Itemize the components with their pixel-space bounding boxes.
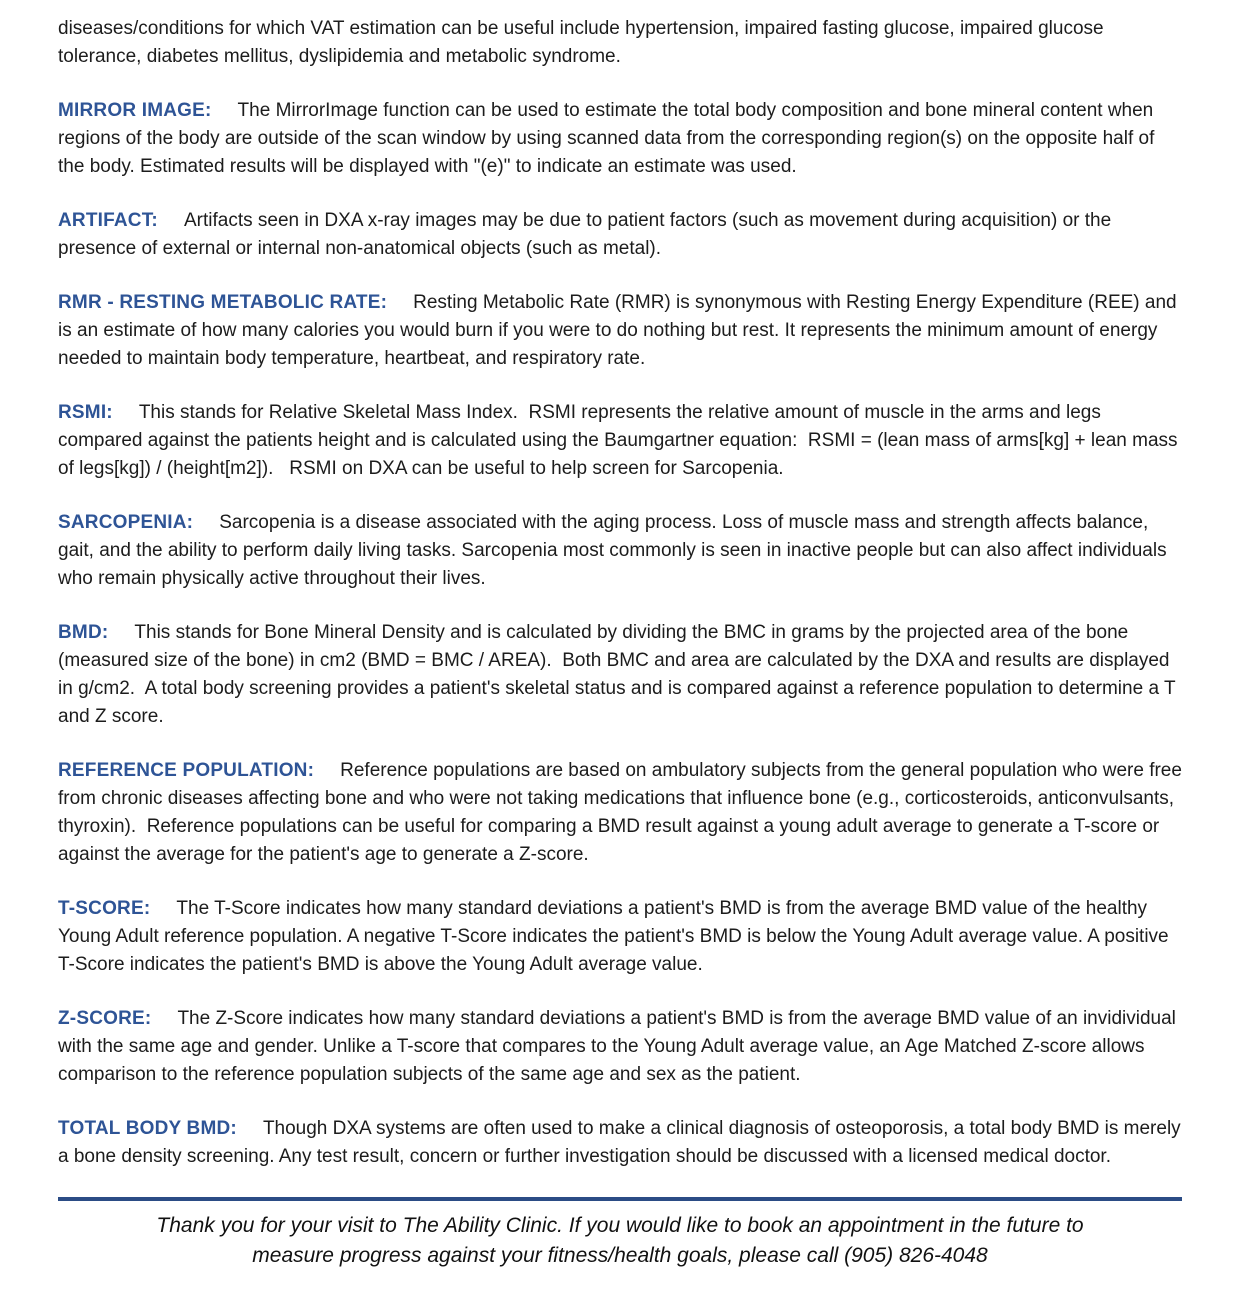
term-definition: Sarcopenia is a disease associated with the aging process. Loss of muscle mass and strength affects balance, gait, and the ability to perform daily living tasks. Sarcopenia most commonly is seen in inactive people but can also affect individuals who remain physically active throughout their lives. [58,512,1172,589]
footer-thank-you [58,1211,1182,1271]
term-definition: The T-Score indicates how many standard deviations a patient's BMD is from the average BMD value of the healthy Young Adult reference population. A negative T-Score indicates the patient's BMD is below the Young Adult average value. A positive T-Score indicates the patient's BMD is above the Young Adult average value. [58,898,1174,975]
section-reference-population [58,757,1188,869]
term-definition: Resting Metabolic Rate (RMR) is synonymous with Resting Energy Expenditure (REE) and is an estimate of how many calories you would burn if you were to do nothing but rest. It represents the minimum amount of energy needed to maintain body temperature, heartbeat, and respiratory rate. [58,292,1182,369]
term-definition: This stands for Relative Skeletal Mass Index. RSMI represents the relative amount of muscle in the arms and legs compared against the patients height and is calculated using the Baumgartner equation: RSMI = (lean mass of arms[kg] + lean mass of legs[kg]) / (height[m2]). RSMI on DXA can be useful to help screen for Sarcopenia. [58,402,1183,479]
term-label: BMD: [58,622,109,643]
footer-line-2: measure progress against your fitness/health goals, please call (905) 826-4048 [252,1244,988,1267]
section-sarcopenia [58,509,1182,593]
intro-text: diseases/conditions for which VAT estimation can be useful include hypertension, impaired fasting glucose, impaired glucose tolerance, diabetes mellitus, dyslipidemia and metabolic syndrome. [58,18,1109,67]
term-label: RSMI: [58,402,113,423]
term-definition: Artifacts seen in DXA x-ray images may be due to patient factors (such as movement during acquisition) or the presence of external or internal non-anatomical objects (such as metal). [58,210,1117,259]
term-label: TOTAL BODY BMD: [58,1118,237,1139]
section-artifact [58,207,1182,263]
term-definition: This stands for Bone Mineral Density and is calculated by dividing the BMC in grams by the projected area of the bone (measured size of the bone) in cm2 (BMD = BMC / AREA). Both BMC and area are calculated by the DXA and results are displayed in g/cm2. A total body screening provides a patient's skeletal status and is compared against a reference population to determine a T and Z score. [58,622,1181,727]
section-total-body-bmd [58,1115,1186,1171]
term-definition: Though DXA systems are often used to make a clinical diagnosis of osteoporosis, a total body BMD is merely a bone density screening. Any test result, concern or further investigation should be discussed with a licensed medical doctor. [58,1118,1186,1167]
term-label: SARCOPENIA: [58,512,194,533]
section-z-score [58,1005,1182,1089]
section-mirror-image [58,97,1182,181]
footer-line-1: Thank you for your visit to The Ability Clinic. If you would like to book an appointment in the future to [156,1214,1084,1237]
section-t-score [58,895,1182,979]
term-label: Z-SCORE: [58,1008,152,1029]
term-definition: The Z-Score indicates how many standard deviations a patient's BMD is from the average BMD value of an invidividual with the same age and gender. Unlike a T-score that compares to the Young Adult average value, an Age Matched Z-score allows comparison to the reference population subjects of the same age and sex as the patient. [58,1008,1182,1085]
term-definition: The MirrorImage function can be used to estimate the total body composition and bone mineral content when regions of the body are outside of the scan window by using scanned data from the corresponding region(s) on the opposite half of the body. Estimated results will be displayed with "(e)" to indicate an estimate was used. [58,100,1160,177]
term-label: REFERENCE POPULATION: [58,760,315,781]
intro-paragraph [58,15,1182,71]
section-rmr [58,289,1182,373]
term-label: RMR - RESTING METABOLIC RATE: [58,292,388,313]
term-definition: Reference populations are based on ambulatory subjects from the general population who were free from chronic diseases affecting bone and who were not taking medications that influence bone (e.g., corticosteroids, anticonvulsants, thyroxin). Reference populations can be useful for comparing a BMD result against a young adult average to generate a T-score or against the average for the patient's age to generate a Z-score. [58,760,1188,865]
footer-divider [58,1197,1182,1201]
term-label: MIRROR IMAGE: [58,100,212,121]
term-label: T-SCORE: [58,898,151,919]
section-bmd [58,619,1182,731]
term-label: ARTIFACT: [58,210,158,231]
section-rsmi [58,399,1182,483]
